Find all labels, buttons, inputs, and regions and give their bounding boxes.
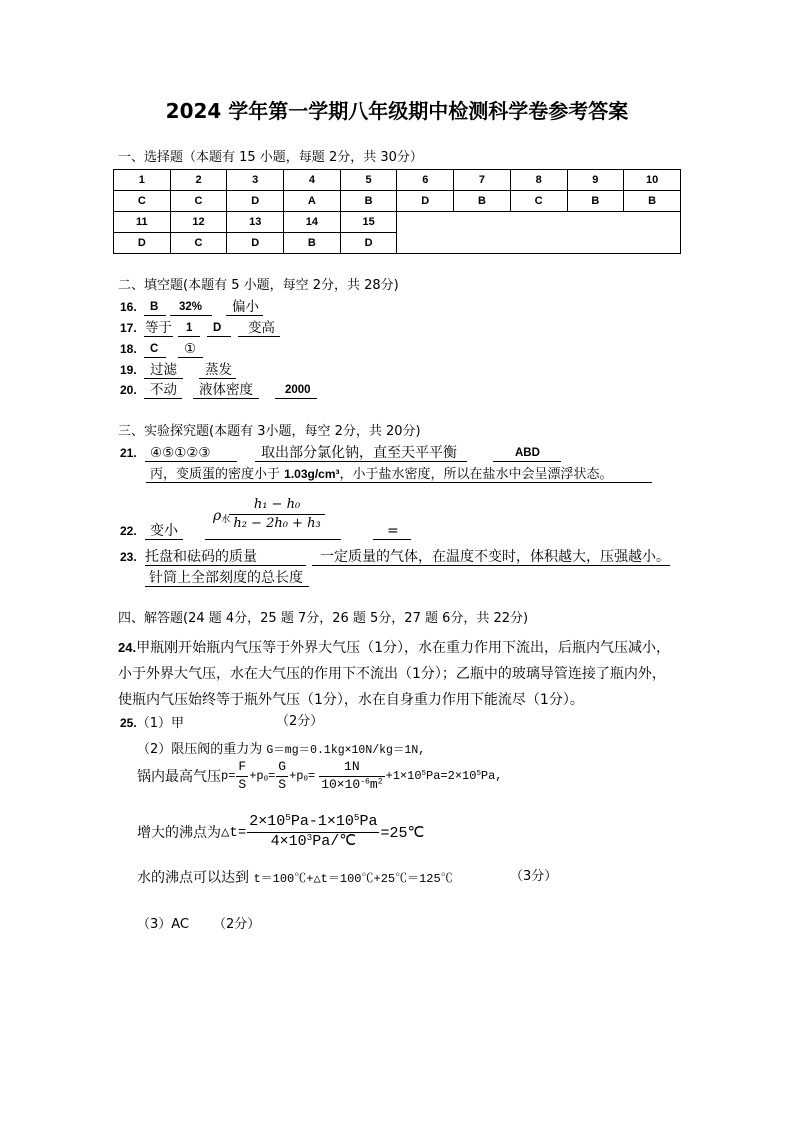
question-number-cell: 4 — [284, 170, 341, 191]
answer-blank: 过滤 — [144, 362, 183, 379]
part1-answer: （1）甲 — [136, 716, 184, 731]
gravity-formula: G＝mg＝0.1kg×10N/kg＝1N, — [266, 744, 426, 757]
p-subscript: 0 — [303, 775, 308, 784]
answer-blank: = — [373, 523, 411, 540]
plus-p0-term — [249, 769, 275, 783]
numerator-text: Pa-1×10 — [290, 812, 354, 830]
answer-blank: 变小 — [145, 523, 183, 540]
question-number-cell: 12 — [170, 212, 227, 233]
denominator-text: 4×10 — [270, 832, 307, 850]
answer-cell: D — [340, 233, 397, 254]
question-number-cell: 10 — [624, 170, 681, 191]
fraction-f-over-s — [236, 759, 248, 793]
table-row — [114, 212, 681, 233]
question-number-17: 17. — [120, 321, 137, 335]
answer-cell: D — [227, 233, 284, 254]
answer-blank: 取出部分氯化钠，直至天平平衡 — [255, 445, 467, 462]
answer-cell: B — [624, 191, 681, 212]
area-value: 10×10 — [321, 776, 361, 792]
answer-blank: 液体密度 — [193, 382, 259, 399]
answer-blank: 托盘和砝码的质量 — [145, 549, 306, 566]
answer-blank: ABD — [493, 445, 561, 462]
pressure-difference-fraction — [247, 813, 379, 852]
question-number-cell: 15 — [340, 212, 397, 233]
density-value: 1.03g/cm³ — [284, 467, 340, 481]
table-row — [114, 191, 681, 212]
answer-blank: 蒸发 — [199, 362, 236, 379]
boiling-rise-formula — [137, 809, 424, 855]
equals-sign: = — [307, 769, 316, 783]
answer-cell: D — [227, 191, 284, 212]
answer-blank: ④⑤①②③ — [145, 445, 237, 462]
q24-line-3: 使瓶内气压始终等于瓶外气压（1分），水在自身重力作用下能流尽（1分）。 — [118, 692, 584, 708]
answer-blank: 2000 — [275, 382, 317, 399]
plus-p: +p — [249, 769, 264, 783]
answer-cell: B — [567, 191, 624, 212]
fraction-denominator: S — [238, 776, 247, 792]
denominator-text: Pa/℃ — [312, 832, 357, 850]
answer-blank: B — [144, 299, 166, 316]
answer-blank: ① — [178, 341, 203, 358]
numerator-text: Pa — [359, 812, 378, 830]
exponent: 5 — [285, 811, 291, 823]
boiling-rise-label: 增大的沸点为 — [137, 825, 221, 841]
question-number-cell: 2 — [170, 170, 227, 191]
answer-cell: A — [284, 191, 341, 212]
fraction-force-over-area — [319, 759, 384, 793]
answer-cell: B — [284, 233, 341, 254]
fraction-g-over-s — [276, 759, 288, 793]
fraction-numerator: G — [278, 759, 287, 775]
area-exponent: -6 — [360, 777, 370, 787]
area-unit: m — [369, 776, 378, 792]
question-number-23: 23. — [120, 550, 137, 564]
answer-blank: 变高 — [238, 320, 280, 337]
rho-subscript: 水 — [221, 515, 231, 525]
empty-merged-cell — [397, 212, 681, 254]
explanation-text: 丙，变质蛋的密度小于 — [150, 467, 285, 482]
rho-symbol: ρ — [213, 508, 222, 524]
part3-score: （2分） — [213, 917, 261, 932]
gravity-label: （2）限压阀的重力为 — [137, 742, 267, 757]
question-number-20: 20. — [120, 383, 137, 397]
answer-cell: C — [170, 233, 227, 254]
exponent: 5 — [476, 769, 481, 778]
exponent: 5 — [353, 811, 360, 823]
answer-blank: D — [207, 320, 231, 337]
max-pressure-label: 锅内最高气压 — [137, 769, 221, 785]
exponent: 3 — [306, 831, 313, 843]
fraction-denominator — [247, 832, 379, 852]
answer-blank-explanation — [146, 466, 652, 483]
question-number-21: 21. — [120, 446, 137, 460]
question-number-cell: 7 — [454, 170, 511, 191]
answer-blank: 1 — [178, 320, 200, 337]
answer-blank: 针筒上全部刻度的总长度 — [145, 570, 309, 587]
question-number-cell: 1 — [114, 170, 171, 191]
p-subscript: 0 — [263, 775, 269, 784]
height-fraction — [229, 496, 325, 533]
result-text: Pa=2×10 — [426, 769, 477, 783]
answer-cell: C — [170, 191, 227, 212]
answer-cell: D — [397, 191, 454, 212]
answer-cell: C — [114, 191, 171, 212]
answer-blank: 一定质量的气体，在温度不变时，体积越大，压强越小。 — [312, 549, 670, 566]
answer-blank: 不动 — [144, 382, 182, 399]
multiple-choice-answer-table — [113, 169, 681, 254]
fraction-numerator: F — [238, 759, 247, 775]
question-number-cell: 9 — [567, 170, 624, 191]
exponent: 5 — [421, 769, 427, 778]
plus-p0-term — [289, 769, 315, 783]
density-formula-blank — [205, 493, 341, 540]
part2-score: （3分） — [510, 869, 558, 884]
answer-blank: 等于 — [145, 320, 172, 336]
question-number-cell: 13 — [227, 212, 284, 233]
question-number-18: 18. — [120, 342, 137, 356]
numerator-text: 2×10 — [249, 812, 286, 830]
page-title: 2024 学年第一学期八年级期中检测科学卷参考答案 — [165, 99, 629, 123]
result-text: +1×10 — [385, 769, 422, 783]
question-number-cell: 3 — [227, 170, 284, 191]
section2-heading: 二、填空题(本题有 5 小题，每空 2分，共 28分) — [118, 278, 399, 293]
fraction-denominator — [319, 776, 384, 793]
fraction-numerator — [247, 813, 379, 832]
section3-heading: 三、实验探究题(本题有 3小题，每空 2分，共 20分) — [118, 424, 421, 439]
equals-sign: = — [268, 769, 276, 783]
answer-cell: B — [454, 191, 511, 212]
answer-cell: C — [510, 191, 567, 212]
answer-cell: D — [114, 233, 171, 254]
p-equals: p= — [221, 769, 236, 783]
final-boiling-formula: t＝100℃+△t＝100℃+25℃＝125℃ — [253, 872, 453, 886]
q25-part1 — [120, 714, 184, 732]
question-number-19: 19. — [120, 363, 137, 377]
question-number-cell: 14 — [284, 212, 341, 233]
delta-t-equals: △t= — [221, 824, 247, 841]
part3-answer: （3）AC — [137, 917, 190, 932]
table-row — [114, 170, 681, 191]
part1-score: （2分） — [276, 714, 324, 729]
fraction-numerator: 1N — [344, 759, 360, 775]
question-number-cell: 6 — [397, 170, 454, 191]
answer-blank: 偏小 — [226, 299, 263, 316]
question-number-16: 16. — [120, 300, 137, 314]
question-number-25: 25. — [120, 716, 137, 730]
question-number-cell: 5 — [340, 170, 397, 191]
fraction-numerator: h₁ − h₀ — [253, 497, 301, 512]
question-number-cell: 8 — [510, 170, 567, 191]
section1-heading: 一、选择题（本题有 15 小题，每题 2分，共 30分） — [118, 150, 423, 165]
result-text: Pa, — [480, 769, 503, 783]
explanation-text: ，小于盐水密度，所以在盐水中会呈漂浮状态。 — [339, 467, 613, 482]
answer-text: 甲瓶刚开始瓶内气压等于外界大气压（1分），水在重力作用下流出，后瓶内气压减小， — [136, 640, 670, 656]
boiling-rise-result: =25℃ — [380, 824, 425, 842]
q24-line-1 — [118, 638, 670, 658]
max-pressure-formula — [137, 756, 503, 796]
final-boiling-label: 水的沸点可以达到 — [137, 870, 254, 886]
answer-cell: B — [340, 191, 397, 212]
pressure-result — [386, 769, 503, 783]
fraction-denominator: S — [278, 776, 287, 792]
q24-line-2: 小于外界大气压，水在大气压的作用下不流出（1分）；乙瓶中的玻璃导管连接了瓶内外， — [118, 666, 666, 682]
section4-heading: 四、解答题(24 题 4分，25 题 7分，26 题 5分，27 题 6分，共 22分) — [118, 611, 529, 626]
area-unit-exponent: 2 — [377, 777, 383, 787]
question-number-24: 24. — [118, 640, 137, 655]
answer-blank: C — [144, 341, 166, 358]
final-boiling-point — [137, 869, 453, 887]
question-number-22: 22. — [120, 524, 137, 538]
question-number-cell: 11 — [114, 212, 171, 233]
plus-p: +p — [289, 769, 304, 783]
answer-blank: 32% — [170, 299, 212, 316]
rho-water-symbol — [213, 507, 230, 524]
fraction-denominator: h₂ − 2h₀ + h₃ — [229, 514, 325, 533]
